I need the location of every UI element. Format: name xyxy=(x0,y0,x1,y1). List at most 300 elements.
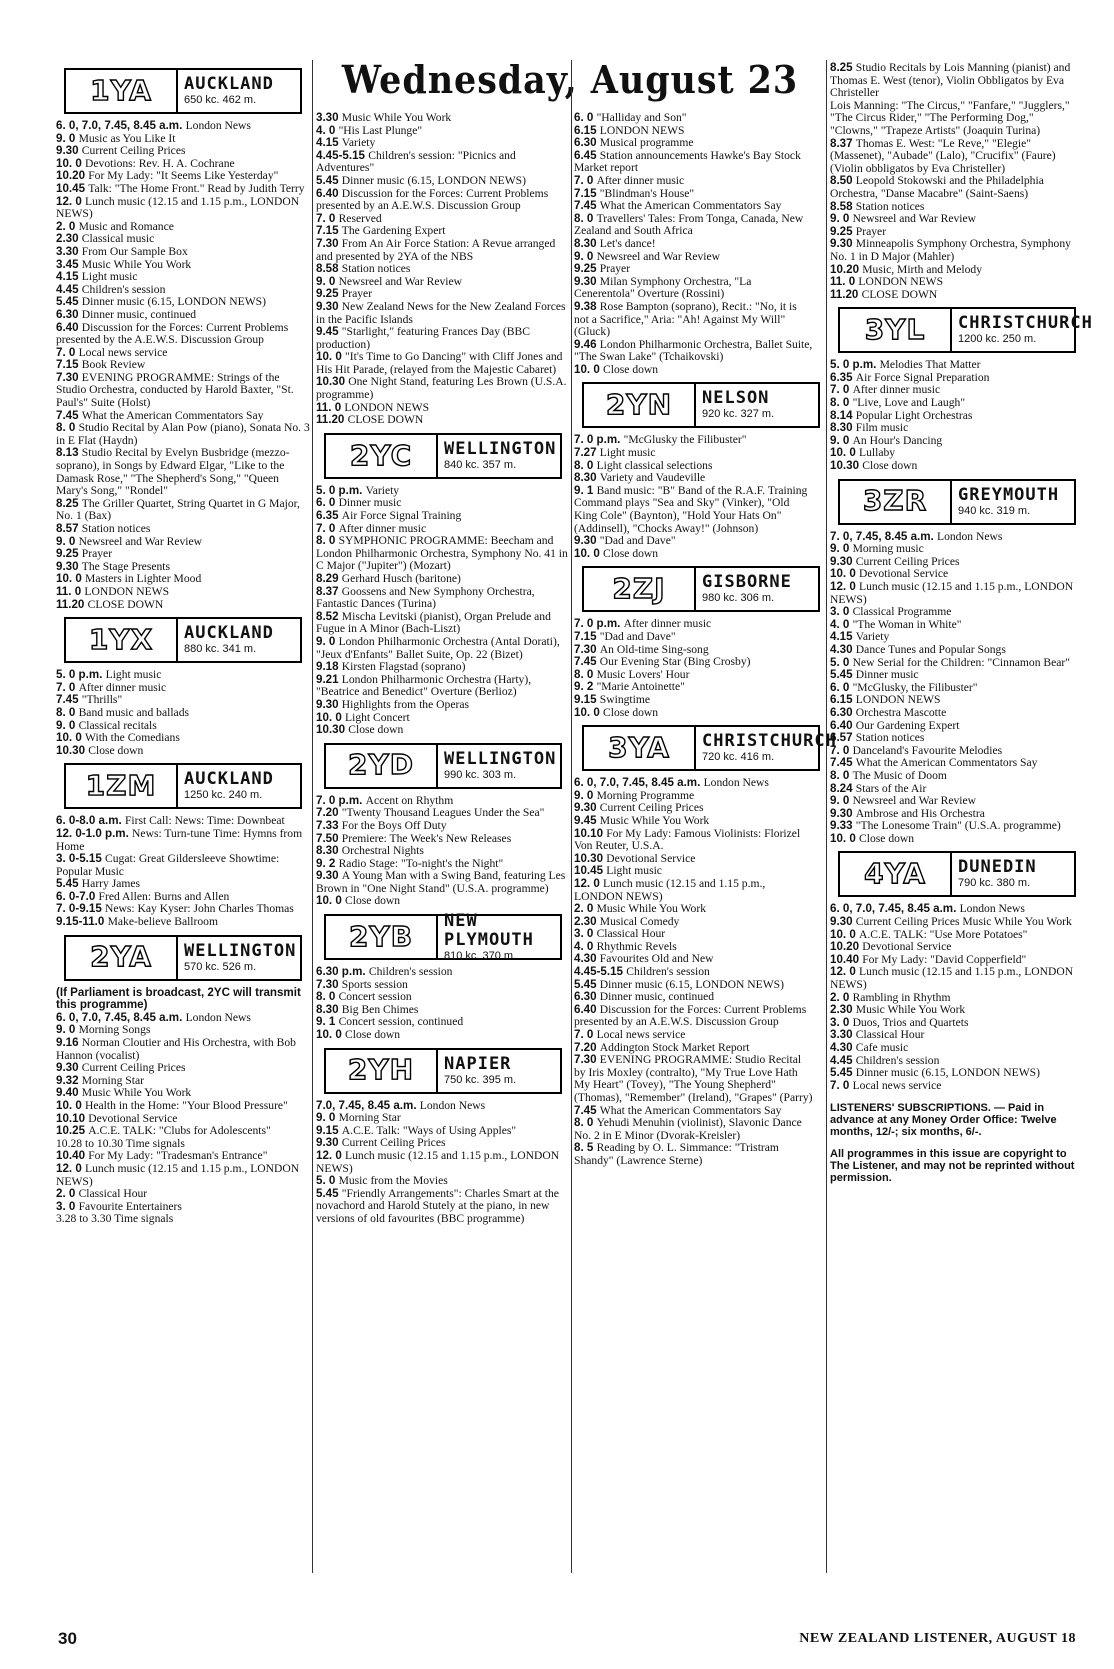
programme-title: News: Turn-tune Time: Hymns from Home xyxy=(56,826,303,853)
programme-title: Discussion for the Forces: Current Problems presented by an A.E.W.S. Discussion Group xyxy=(316,186,549,213)
programme-title: London News xyxy=(937,529,1003,543)
programme-time: 9. 1 xyxy=(316,1015,339,1029)
programme-time: 7.30 xyxy=(574,1053,600,1067)
programme-time: 9.46 xyxy=(574,337,600,351)
programme-time: 10.30 xyxy=(316,375,349,389)
station-city: AUCKLAND xyxy=(184,623,274,644)
programme-title: London News xyxy=(185,119,251,132)
programme-time: 6.30 xyxy=(56,307,82,321)
programme-title: "Twenty Thousand Leagues Under the Sea" xyxy=(341,806,545,820)
programme-title: Studio Recital by Evelyn Busbridge (mezzo-soprano), in Songs by Edward Elgar, "Like to the Damask Rose," "The Shepherd's Song," "Queen Mary's Song," "Rondel" xyxy=(56,446,290,498)
programme-time: 8.25 xyxy=(56,496,82,510)
programme-time: 9. 0 xyxy=(56,131,79,145)
schedule-3zr xyxy=(830,531,1076,846)
programme-time: 8.30 xyxy=(574,471,600,485)
programme-title: Mischa Levitski (pianist), Organ Prelude and Fugue in A Minor (Bach-Liszt) xyxy=(316,609,551,636)
programme-time: 6.30 xyxy=(574,990,600,1004)
programme-time: 9. 0 xyxy=(316,1111,339,1125)
programme-title: Music While You Work xyxy=(596,902,706,916)
programme-time: 6.40 xyxy=(316,186,342,200)
programme-title: Highlights from the Operas xyxy=(341,697,469,711)
programme-time: 12. 0 xyxy=(316,1149,346,1162)
programme-time: 7. 0 p.m. xyxy=(574,433,624,447)
programme-time: 9.25 xyxy=(830,224,856,238)
programme-title: Light Concert xyxy=(345,710,410,724)
programme-title: Dinner music, continued xyxy=(599,990,715,1004)
programme-entry xyxy=(316,535,570,573)
station-header-3ya xyxy=(582,725,837,771)
programme-time: 10.45 xyxy=(56,181,89,195)
schedule-2zj xyxy=(574,618,814,719)
programme-title: "Marie Antoinette" xyxy=(596,680,685,694)
station-frequency: 1200 kc. 250 m. xyxy=(958,333,1037,346)
programme-title: Orchestra Mascotte xyxy=(855,705,947,719)
programme-title: Classical recitals xyxy=(78,718,157,732)
station-callsign: 2ZJ xyxy=(584,568,696,610)
programme-time: 9.38 xyxy=(574,299,600,313)
programme-title: After dinner music xyxy=(852,383,941,397)
programme-time: 10.25 xyxy=(56,1124,89,1138)
schedule-1yx xyxy=(56,669,310,757)
programme-entry xyxy=(56,447,310,497)
programme-time: 10.30 xyxy=(316,723,349,737)
programme-title: Cafe music xyxy=(855,1041,909,1054)
programme-time: 9.30 xyxy=(56,1061,82,1075)
programme-title: Newsreel and War Review xyxy=(852,794,977,808)
programme-time: 7. 0 p.m. xyxy=(316,793,366,807)
programme-time: 7.45 xyxy=(574,199,600,213)
programme-time: 9.30 xyxy=(574,801,600,815)
programme-title: Morning Programme xyxy=(596,788,695,802)
station-city: WELLINGTON xyxy=(444,748,557,769)
programme-title: Dinner music, continued xyxy=(81,307,197,321)
programme-title: Station notices xyxy=(855,199,925,213)
programme-time: 5.45 xyxy=(56,877,82,891)
programme-time: 9.21 xyxy=(316,672,342,686)
programme-time: 8.58 xyxy=(830,199,856,213)
programme-time: 9. 0 xyxy=(830,212,853,226)
programme-time: 10.10 xyxy=(574,826,607,840)
station-header-2yb xyxy=(324,910,562,962)
programme-time: 3.30 xyxy=(316,111,342,124)
programme-entry xyxy=(56,1163,310,1188)
programme-entry xyxy=(56,1037,310,1062)
programme-title: Newsreel and War Review xyxy=(852,212,977,226)
programme-title: "The Woman in White" xyxy=(852,617,962,631)
programme-title: Music While You Work xyxy=(81,1086,192,1100)
programme-entry xyxy=(574,339,814,364)
programme-time: 8. 0 xyxy=(574,211,597,225)
programme-time: 9.25 xyxy=(56,547,82,561)
programme-time: 6.45 xyxy=(574,148,600,162)
programme-time: 10. 0 xyxy=(56,1099,86,1112)
programme-title: Morning music xyxy=(852,542,924,556)
programme-time: 10.20 xyxy=(56,169,89,183)
programme-title: Prayer xyxy=(855,224,887,238)
programme-title: Our Gardening Expert xyxy=(855,718,960,732)
programme-title: Swingtime xyxy=(599,692,651,706)
programme-title: LONDON NEWS xyxy=(84,584,170,598)
schedule-2yd xyxy=(316,795,570,908)
column-rule xyxy=(571,60,572,1573)
programme-title: Light music xyxy=(105,668,162,682)
programme-time: 9.33 xyxy=(830,819,856,833)
programme-entry xyxy=(56,916,310,929)
programme-entry xyxy=(574,364,814,377)
programme-title: Music, Mirth and Melody xyxy=(862,262,983,276)
programme-title: A.C.E. TALK: "Clubs for Adolescents" xyxy=(88,1124,271,1138)
programme-title: "Starlight," featuring Frances Day (BBC production) xyxy=(316,325,530,351)
programme-entry xyxy=(316,636,570,661)
programme-entry xyxy=(830,1080,1076,1093)
schedule-2yh-continued xyxy=(574,112,814,376)
station-header-3yl xyxy=(838,307,1093,353)
programme-title: Close down xyxy=(345,1028,401,1042)
programme-time: 6. 0, 7.0, 7.45, 8.45 a.m. xyxy=(574,776,704,790)
programme-title: Close down xyxy=(862,459,918,473)
programme-title: Lullaby xyxy=(859,446,896,460)
station-city: CHRISTCHURCH xyxy=(958,313,1093,334)
programme-time: 3. 0 xyxy=(830,1015,853,1029)
programme-title: After dinner music xyxy=(596,173,685,187)
programme-time: 8.30 xyxy=(316,1002,342,1016)
programme-entry xyxy=(56,322,310,347)
programme-time: 9.30 xyxy=(830,915,856,929)
station-frequency: 750 kc. 395 m. xyxy=(444,1073,517,1086)
programme-time: 9.30 xyxy=(316,1136,342,1150)
station-frequency: 790 kc. 380 m. xyxy=(958,877,1031,890)
programme-time: 4.15 xyxy=(316,136,342,150)
programme-title: For My Lady: "David Copperfield" xyxy=(862,952,1027,966)
programme-title: For the Boys Off Duty xyxy=(341,818,447,832)
programme-time: 8. 0 xyxy=(574,458,597,472)
programme-entry xyxy=(316,1188,570,1226)
programme-title: Variety xyxy=(855,630,890,644)
station-header-3zr xyxy=(838,479,1076,525)
programme-time: 4. 0 xyxy=(830,617,853,631)
programme-time: 8. 0 xyxy=(56,421,79,435)
programme-entry xyxy=(316,150,570,175)
programme-title: Thomas E. West: "Le Reve," "Elegie" (Massenet), "Aubade" (Lalo), "Crucifix" (Faure) (Violin obbligatos by Eva Christeller) xyxy=(830,136,1056,175)
programme-time: 7.45 xyxy=(56,408,82,422)
programme-time: 12. 0 xyxy=(56,1161,86,1175)
programme-title: Accent on Rhythm xyxy=(365,793,454,807)
programme-title: London News xyxy=(419,1098,486,1112)
programme-title: With the Comedians xyxy=(85,731,180,745)
programme-time: 9.25 xyxy=(316,287,342,301)
programme-title: Local news service xyxy=(596,1028,686,1042)
programme-time: 6.15 xyxy=(830,693,856,707)
programme-time: 5.45 xyxy=(574,977,600,991)
programme-entry xyxy=(574,213,814,238)
programme-title: From An Air Force Station: A Revue arranged and presented by 2YA of the NBS xyxy=(316,236,556,263)
programme-time: 10. 0 xyxy=(56,731,86,745)
programme-title: Book Review xyxy=(81,358,146,372)
programme-title: Let's dance! xyxy=(599,236,656,250)
programme-title: Variety xyxy=(341,136,376,150)
schedule-2ya-continued xyxy=(316,112,570,427)
programme-entry xyxy=(316,1029,570,1042)
programme-title: Air Force Signal Preparation xyxy=(855,370,990,384)
programme-title: What the American Commentators Say xyxy=(599,1103,782,1117)
programme-time: 8. 0 xyxy=(574,1116,597,1130)
programme-time: 7. 0 xyxy=(830,743,853,757)
programme-entry xyxy=(316,351,570,376)
programme-title: Devotional Service xyxy=(606,851,696,865)
programme-title: Station notices xyxy=(855,731,925,745)
column-2 xyxy=(316,112,570,1226)
programme-title: Station notices xyxy=(341,262,411,276)
column-rule xyxy=(312,60,313,1573)
programme-title: Musical Comedy xyxy=(599,914,680,928)
programme-time: 6.15 xyxy=(574,123,600,137)
programme-title: Light music xyxy=(599,446,656,460)
programme-time: 9. 0 xyxy=(830,542,853,556)
programme-title: Variety xyxy=(365,483,400,497)
programme-title: Light music xyxy=(81,270,138,284)
programme-time: 5.45 xyxy=(830,1066,856,1080)
programme-time: 9.30 xyxy=(316,299,342,313)
programme-time: 12. 0 xyxy=(830,965,860,979)
programme-title: Health in the Home: "Your Blood Pressure" xyxy=(85,1099,288,1112)
programme-title: Dance Tunes and Popular Songs xyxy=(855,642,1006,656)
programme-title: Our Evening Star (Bing Crosby) xyxy=(599,655,751,669)
programme-time: 4. 0 xyxy=(316,123,339,137)
programme-time: 9. 0 xyxy=(830,794,853,808)
programme-time: 11.20 xyxy=(316,413,348,427)
programme-time: 7.20 xyxy=(316,806,342,820)
programme-time: 7.15 xyxy=(316,224,342,238)
programme-time: 10. 0 xyxy=(830,927,860,941)
programme-time: 6. 0, 7.0, 7.45, 8.45 a.m. xyxy=(56,1010,186,1024)
programme-time: 8.29 xyxy=(316,572,342,585)
programme-time: 5. 0 p.m. xyxy=(830,358,880,372)
programme-entry xyxy=(316,724,570,737)
programme-time: 9. 0 xyxy=(316,634,339,648)
station-city: NELSON xyxy=(702,388,770,409)
station-frequency: 1250 kc. 240 m. xyxy=(184,789,263,802)
programme-title: The Stage Presents xyxy=(81,559,171,573)
programme-time: 2. 0 xyxy=(830,990,853,1004)
programme-time: 4.45-5.15 xyxy=(574,965,627,979)
programme-title: "Dad and Dave" xyxy=(599,630,676,643)
programme-time: 9.30 xyxy=(574,274,600,288)
programme-time: 4. 0 xyxy=(574,939,597,953)
programme-time: 9. 0 xyxy=(56,1023,79,1037)
programme-title: Newsreel and War Review xyxy=(596,249,721,263)
programme-title: For My Lady: Famous Violinists: Florizel Von Reuter, U.S.A. xyxy=(574,826,801,853)
programme-title: Lunch music (12.15 and 1.15 p.m., LONDON NEWS) xyxy=(316,1149,560,1175)
page-title: Wednesday, August 23 xyxy=(341,57,799,102)
programme-time: 10.30 xyxy=(56,743,89,757)
programme-title: "Halliday and Son" xyxy=(596,111,687,124)
programme-title: Music While You Work xyxy=(341,111,452,124)
station-frequency: 720 kc. 416 m. xyxy=(702,751,775,764)
programme-time: 9.45 xyxy=(316,325,342,339)
programme-title: Classical Programme xyxy=(852,605,952,619)
programme-time: 8.52 xyxy=(316,609,342,623)
programme-title: Music While You Work xyxy=(81,257,192,271)
copyright-notice: All programmes in this issue are copyright to The Listener, and may not be reprinted without permission. xyxy=(830,1148,1075,1185)
programme-title: Goossens and New Symphony Orchestra, Fantastic Dances (Turina) xyxy=(316,584,535,611)
programme-time: 8. 0 xyxy=(830,396,853,410)
programme-time: 8.30 xyxy=(830,421,856,435)
programme-title: Devotional Service xyxy=(862,940,952,954)
programme-time: 12. 0 xyxy=(574,876,604,890)
programme-title: Sports session xyxy=(341,977,408,991)
programme-time: 7. 0 xyxy=(56,345,79,359)
programme-time: 9.30 xyxy=(830,237,856,251)
programme-title: Musical programme xyxy=(599,136,694,150)
programme-title: Danceland's Favourite Melodies xyxy=(852,743,1003,757)
schedule-3ya-continued xyxy=(830,62,1076,301)
programme-time: 8.37 xyxy=(830,136,856,150)
programme-title: Current Ceiling Prices xyxy=(341,1136,446,1150)
programme-time: 6.40 xyxy=(574,1002,600,1016)
parliament-note: (If Parliament is broadcast, 2YC will transmit this programme) xyxy=(56,985,301,1012)
programme-entry xyxy=(830,138,1076,176)
programme-entry xyxy=(56,196,310,221)
programme-entry xyxy=(316,414,570,427)
programme-entry xyxy=(316,1150,570,1175)
programme-time: 8.57 xyxy=(56,522,82,535)
programme-time: 11. 0 xyxy=(830,275,859,289)
programme-entry xyxy=(830,460,1076,473)
programme-title: Film music xyxy=(855,421,909,435)
station-header-1yx xyxy=(64,617,302,663)
programme-time: 9.18 xyxy=(316,660,342,674)
programme-time: 3. 0 xyxy=(830,605,853,619)
programme-time: 5.45 xyxy=(830,668,856,682)
programme-title: Radio Stage: "To-night's the Night" xyxy=(338,856,504,870)
programme-time: 8.25 xyxy=(830,61,856,74)
programme-time: 8.58 xyxy=(316,262,342,276)
programme-time: 9. 0 xyxy=(574,788,597,802)
programme-title: For My Lady: "Tradesman's Entrance" xyxy=(88,1149,268,1163)
programme-entry xyxy=(574,1004,814,1029)
programme-title: "Live, Love and Laugh" xyxy=(852,396,966,410)
programme-title: Duos, Trios and Quartets xyxy=(852,1015,969,1029)
station-city: NAPIER xyxy=(444,1053,512,1074)
programme-time: 8. 0 xyxy=(830,768,853,782)
programme-title: Talk: "The Home Front." Read by Judith Terry xyxy=(88,181,305,195)
programme-title: Melodies That Matter xyxy=(879,358,981,372)
programme-time: 2.30 xyxy=(56,232,82,246)
programme-title: Classical Hour xyxy=(596,927,666,941)
programme-title: Prayer xyxy=(81,547,113,561)
programme-title: Rose Bampton (soprano), Recit.: "No, it is not a Sacrifice," Aria: "Ah! Against My Will" (Gluck) xyxy=(574,299,797,339)
programme-title: London Philharmonic Orchestra (Harty), "Beatrice and Benedict" Overture (Berlioz) xyxy=(316,672,532,699)
programme-title: An Old-time Sing-song xyxy=(599,642,709,656)
programme-title: Dinner music (6.15, LONDON NEWS) xyxy=(81,295,266,309)
programme-time: 3. 0-5.15 xyxy=(56,852,105,866)
programme-title: CLOSE DOWN xyxy=(861,287,938,301)
programme-title: A.C.E. Talk: "Ways of Using Apples" xyxy=(341,1123,517,1137)
programme-entry xyxy=(316,238,570,263)
programme-title: Newsreel and War Review xyxy=(78,534,203,548)
programme-title: Children's session xyxy=(81,282,166,296)
programme-title: Kirsten Flagstad (soprano) xyxy=(341,660,466,674)
programme-title: LONDON NEWS xyxy=(344,400,430,414)
programme-title: Studio Recitals by Lois Manning (pianist) and Thomas E. West (tenor), Violin Obbligatos by Eva Christeller xyxy=(830,61,1071,100)
station-header-1ya xyxy=(64,68,302,114)
programme-title: Concert session, continued xyxy=(338,1015,464,1029)
programme-time: 12. 0-1.0 p.m. xyxy=(56,826,133,840)
programme-title: Close down xyxy=(348,723,404,737)
programme-entry xyxy=(574,150,814,175)
programme-time: 9.30 xyxy=(830,554,856,568)
programme-entry xyxy=(574,301,814,339)
programme-entry xyxy=(574,1117,814,1142)
column-1 xyxy=(56,62,310,1226)
programme-title: "It's Time to Go Dancing" with Cliff Jones and His Hit Parade, (relayed from the Majestic Cabaret) xyxy=(316,350,563,376)
station-frequency: 980 kc. 306 m. xyxy=(702,592,775,605)
schedule-2yh xyxy=(316,1100,570,1226)
programme-title: Minneapolis Symphony Orchestra, Symphony No. 1 in D Major (Mahler) xyxy=(830,237,1071,263)
programme-title: What the American Commentators Say xyxy=(81,408,264,422)
programme-title: An Hour's Dancing xyxy=(852,433,943,447)
programme-time: 5.45 xyxy=(316,173,342,187)
programme-time: 9. 0 xyxy=(56,534,79,548)
programme-entry xyxy=(574,828,814,853)
station-header-2yc xyxy=(324,433,562,479)
programme-title: Band music: "B" Band of the R.A.F. Training Command plays "Sea and Sky" (Vinker), "Old King Cole" (Baynton), "Hold Your Hats On" (Addinsell), "Chocks Away!" (Johnson) xyxy=(574,483,808,535)
programme-title: Classical Hour xyxy=(78,1187,148,1201)
programme-time: 10.10 xyxy=(56,1111,89,1125)
programme-title: Big Ben Chimes xyxy=(341,1002,419,1016)
programme-time: 7.15 xyxy=(574,630,600,643)
schedule-2yb xyxy=(316,966,570,1042)
programme-title: Classical music xyxy=(81,232,155,246)
programme-time: 9. 2 xyxy=(574,680,597,694)
programme-time: 8.30 xyxy=(316,844,342,858)
programme-time: 2. 0 xyxy=(56,1187,79,1201)
station-frequency: 880 kc. 341 m. xyxy=(184,643,257,656)
programme-time: 6. 0, 7.0, 7.45, 8.45 a.m. xyxy=(830,902,960,916)
programme-title: After dinner music xyxy=(78,680,167,694)
programme-title: After dinner music xyxy=(623,617,712,631)
station-callsign: 3YL xyxy=(840,309,952,351)
station-city: GISBORNE xyxy=(702,572,792,593)
programme-time: 7. 0 xyxy=(56,680,79,694)
programme-time: 8.24 xyxy=(830,781,856,795)
programme-title: Current Ceiling Prices Music While You Work xyxy=(855,915,1072,929)
programme-title: Norman Cloutier and His Orchestra, with Bob Hannon (vocalist) xyxy=(56,1036,296,1062)
programme-time: 7.27 xyxy=(574,446,600,460)
programme-time: 9.15 xyxy=(574,692,600,706)
programme-time: 10. 0 xyxy=(830,446,860,460)
programme-entry xyxy=(574,276,814,301)
programme-entry xyxy=(56,422,310,447)
programme-time: 3.30 xyxy=(56,244,82,258)
programme-time: 10.20 xyxy=(830,940,863,954)
schedule-3ya xyxy=(574,777,814,1167)
programme-time: 11.20 xyxy=(830,287,862,301)
programme-title: London News xyxy=(959,902,1025,916)
programme-title: Cugat: Great Gildersleeve Showtime: Popular Music xyxy=(56,852,280,878)
programme-time: 10. 0 xyxy=(316,1028,346,1042)
programme-title: The Griller Quartet, String Quartet in G Major, No. 1 (Bax) xyxy=(56,496,300,523)
programme-time: 4.30 xyxy=(574,952,600,966)
programme-entry xyxy=(56,498,310,523)
station-header-1zm xyxy=(64,763,302,809)
programme-title: Lunch music (12.15 and 1.15 p.m., LONDON NEWS) xyxy=(574,876,766,903)
programme-title: Devotional Service xyxy=(88,1111,178,1125)
station-city: CHRISTCHURCH xyxy=(702,731,837,752)
programme-time: 8. 0 xyxy=(56,705,79,719)
programme-time: 11.20 xyxy=(56,597,88,611)
programme-title: "Friendly Arrangements": Charles Smart at the novachord and Harold Stutely at the piano, in new versions of old favourites (BBC programme) xyxy=(316,1186,559,1225)
